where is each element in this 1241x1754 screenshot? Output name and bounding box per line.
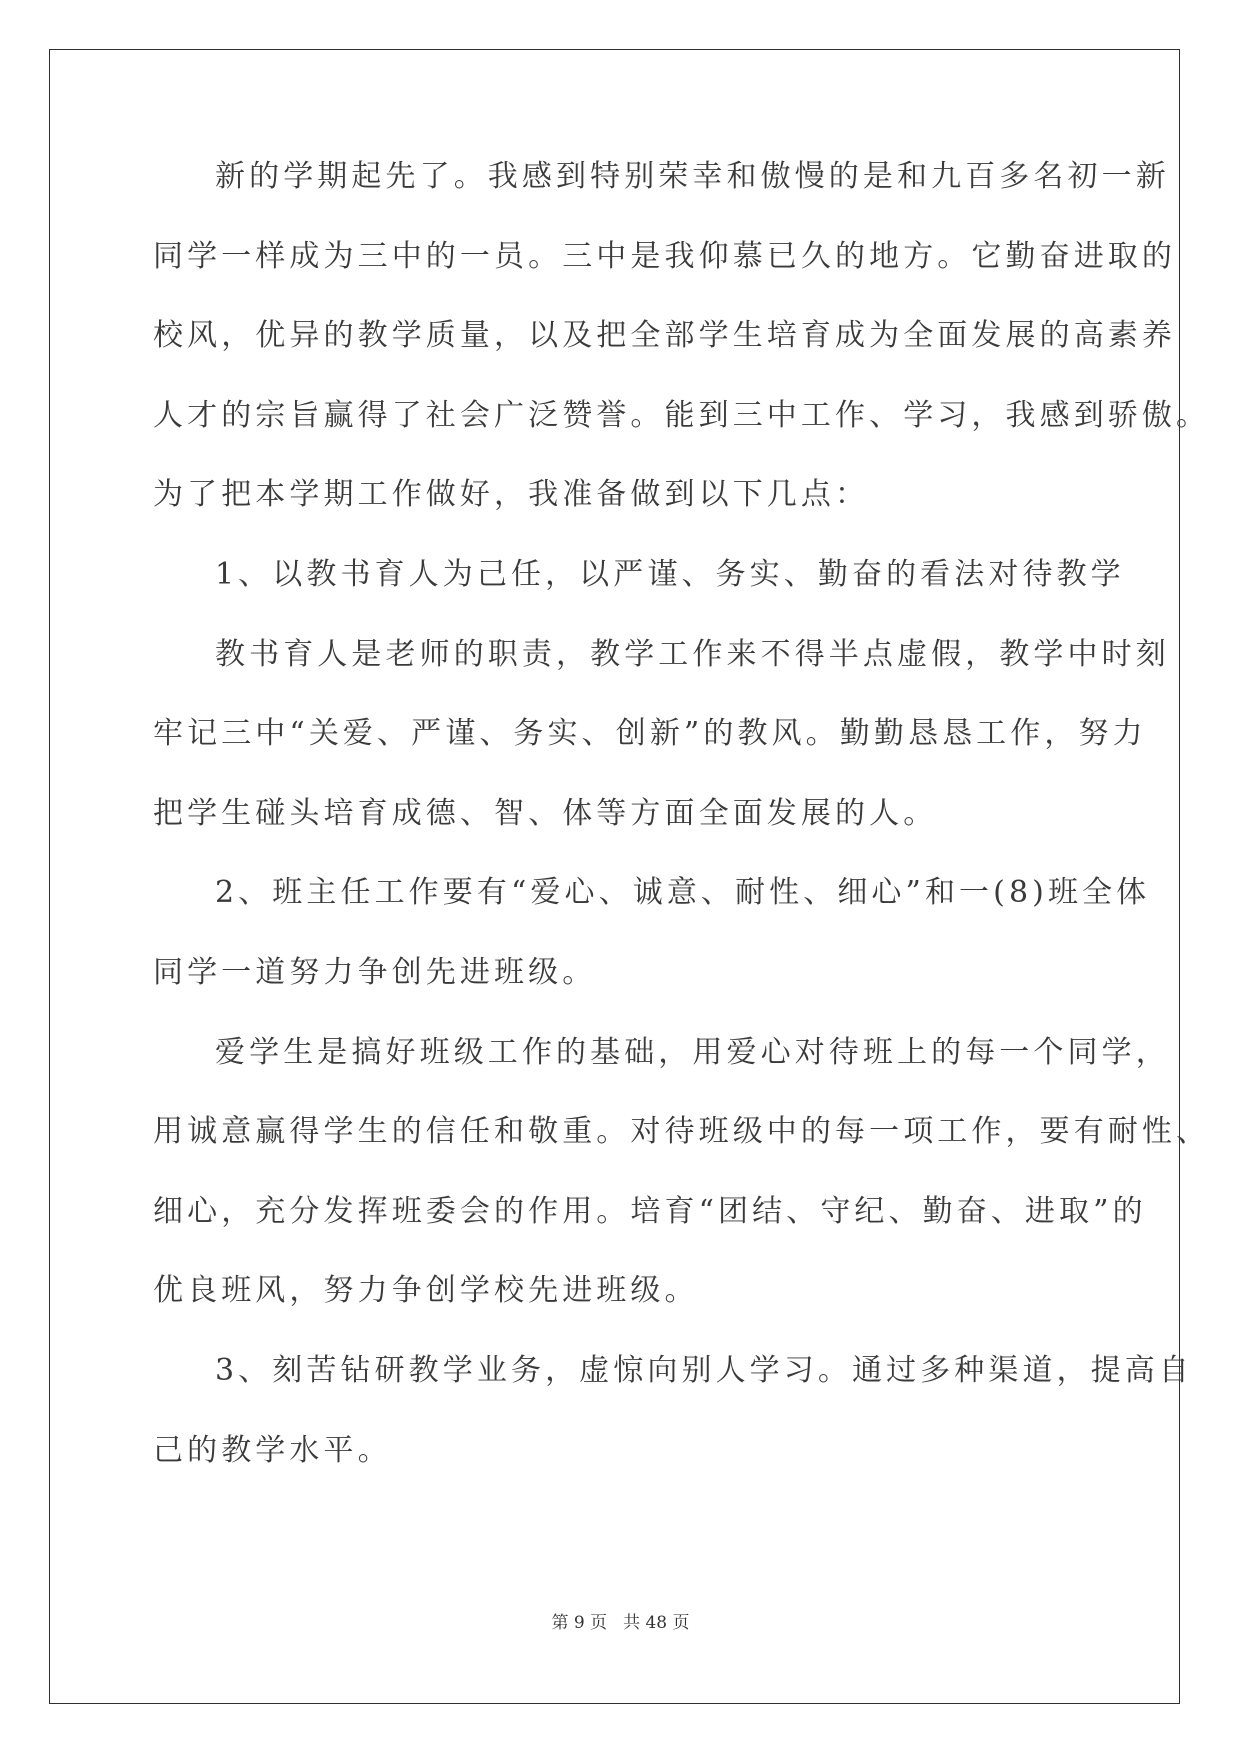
paragraph-line: 同学一道努力争创先进班级。 bbox=[153, 954, 597, 990]
paragraph-line: 己的教学水平。 bbox=[153, 1432, 392, 1468]
paragraph-line: 优良班风，努力争创学校先进班级。 bbox=[153, 1273, 699, 1309]
paragraph-line: 细心，充分发挥班委会的作用。培育“团结、守纪、勤奋、进取”的 bbox=[153, 1193, 1147, 1229]
page-footer bbox=[0, 1608, 1241, 1633]
document-body bbox=[153, 157, 1211, 1510]
paragraph-line: 爱学生是搞好班级工作的基础，用爱心对待班上的每一个同学， bbox=[215, 1034, 1170, 1070]
paragraph-line: 人才的宗旨赢得了社会广泛赞誉。能到三中工作、学习，我感到骄傲。 bbox=[153, 397, 1211, 433]
paragraph-line: 教书育人是老师的职责，教学工作来不得半点虚假，教学中时刻 bbox=[215, 636, 1170, 672]
paragraph-line: 同学一样成为三中的一员。三中是我仰慕已久的地方。它勤奋进取的 bbox=[153, 238, 1176, 274]
page-total: 共 48 页 bbox=[623, 1613, 690, 1633]
paragraph-line: 把学生碰头培育成德、智、体等方面全面发展的人。 bbox=[153, 795, 938, 831]
page-number: 第 9 页 bbox=[551, 1613, 608, 1633]
section-heading: 2、班主任工作要有“爱心、诚意、耐性、细心”和一(8)班全体 bbox=[215, 875, 1151, 911]
paragraph-line: 校风，优异的教学质量，以及把全部学生培育成为全面发展的高素养 bbox=[153, 318, 1176, 354]
section-heading: 1、以教书育人为己任，以严谨、务实、勤奋的看法对待教学 bbox=[215, 556, 1125, 592]
section-heading: 3、刻苦钻研教学业务，虚惊向别人学习。通过多种渠道，提高自 bbox=[215, 1352, 1193, 1388]
paragraph-line: 为了把本学期工作做好，我准备做到以下几点： bbox=[153, 477, 870, 513]
paragraph-line: 新的学期起先了。我感到特别荣幸和傲慢的是和九百多名初一新 bbox=[215, 159, 1170, 194]
paragraph-line: 用诚意赢得学生的信任和敬重。对待班级中的每一项工作，要有耐性、 bbox=[153, 1114, 1211, 1150]
paragraph-line: 牢记三中“关爱、严谨、务实、创新”的教风。勤勤恳恳工作，努力 bbox=[153, 716, 1147, 752]
